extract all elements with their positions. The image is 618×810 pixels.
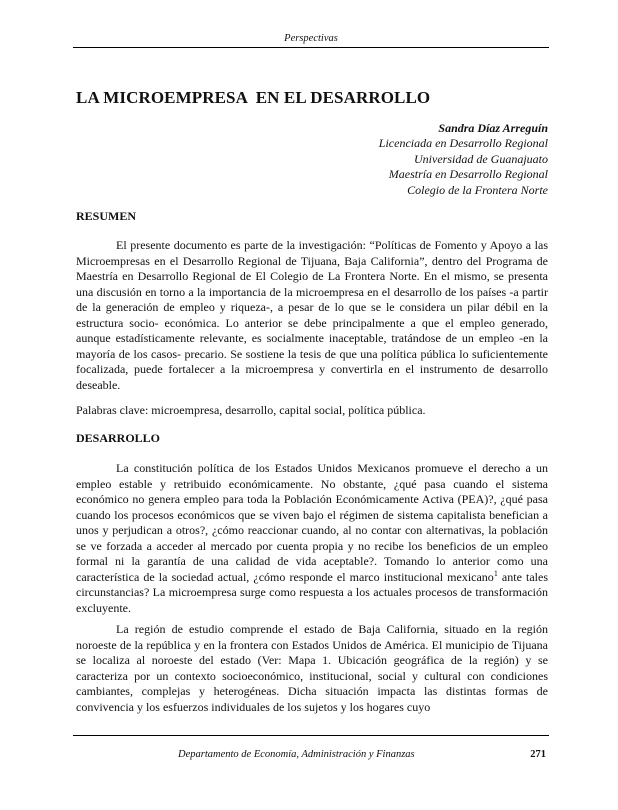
desarrollo-heading: DESARROLLO (76, 431, 161, 445)
running-header: Perspectivas (284, 33, 338, 44)
author-name: Sandra Díaz Arreguín (438, 121, 548, 135)
paragraph-text: La constitución política de los Estados Unidos Mexicanos promueve el derecho a un empleo estable y retribuido económicamente. No obstante, ¿qué pasa cuando el sistema económico no genera empleo para toda la Población Económicamente Activa (PEA)?, ¿qué pasa cuando los procesos económicos que se viven bajo el régimen de sistema capitalista benefician a unos y perjudican a otros?, ¿cómo reaccionar cuando, al no contar con alternativas, la población se ve forzada a acceder al mercado por cuenta propia y no recibe los beneficios de un empleo formal ni la garantía de una calidad de vida aceptable?. Tomando lo anterior como una característica de la sociedad actual, ¿cómo responde el marco institucional mexicano (76, 461, 548, 584)
desarrollo-paragraph-2: La región de estudio comprende el estado de Baja California, situado en la región noroeste de la república y en la frontera con Estados Unidos de América. El municipio de Tijuana se localiza al noroeste del estado (Ver: Mapa 1. Ubicación geográfica de la región) y se caracteriza por un contexto socioeconómico, institucional, social y cultural con condiciones cambiantes, complejas y heterogéneas. Dicha situación impacta las distintas formas de convivencia y los esfuerzos individuales de los sujetos y los hogares cuyo (76, 622, 548, 714)
footer-department: Departamento de Economía, Administración y Finanzas (178, 749, 415, 760)
page-number: 271 (530, 749, 546, 760)
author-affiliation: Universidad de Guanajuato (414, 151, 548, 166)
paragraph-text: ante tales circunstancias? La microempresa surge como respuesta a los actuales procesos de transformación excluyente. (76, 569, 548, 615)
article-title: LA MICROEMPRESA EN EL DESARROLLO (76, 88, 431, 107)
author-affiliation: Maestría en Desarrollo Regional (388, 167, 548, 182)
author-affiliation: Licenciada en Desarrollo Regional (378, 136, 548, 151)
desarrollo-paragraph-1 (76, 461, 548, 616)
resumen-paragraph: El presente documento es parte de la investigación: “Políticas de Fomento y Apoyo a las Microempresas en el Desarrollo Regional de Tijuana, Baja California”, dentro del Programa de Maestría en Desarrollo Regional de El Colegio de La Frontera Norte. En el mismo, se presenta una discusión en torno a la importancia de la microempresa en el desarrollo de los países -a partir de la generación de empleo y riqueza-, a pesar de lo que se le considera un pilar débil en la estructura socio- económica. Lo anterior se debe principalmente a que el empleo generado, aunque estadísticamente relevante, es socialmente inaceptable, tratándose de un empleo -en la mayoría de los casos- precario. Se sostiene la tesis de que una política pública lo suficientemente focalizada, puede fortalecer a la microempresa y convertirla en el instrumento de desarrollo deseable. (76, 238, 548, 392)
footer-rule (73, 735, 549, 736)
author-affiliation: Colegio de la Frontera Norte (407, 182, 548, 197)
header-rule (73, 47, 549, 48)
resumen-heading: RESUMEN (76, 209, 137, 223)
author-block (379, 121, 548, 198)
footnote-marker: 1 (493, 568, 498, 578)
keywords-line: Palabras clave: microempresa, desarrollo, capital social, política pública. (76, 403, 426, 417)
